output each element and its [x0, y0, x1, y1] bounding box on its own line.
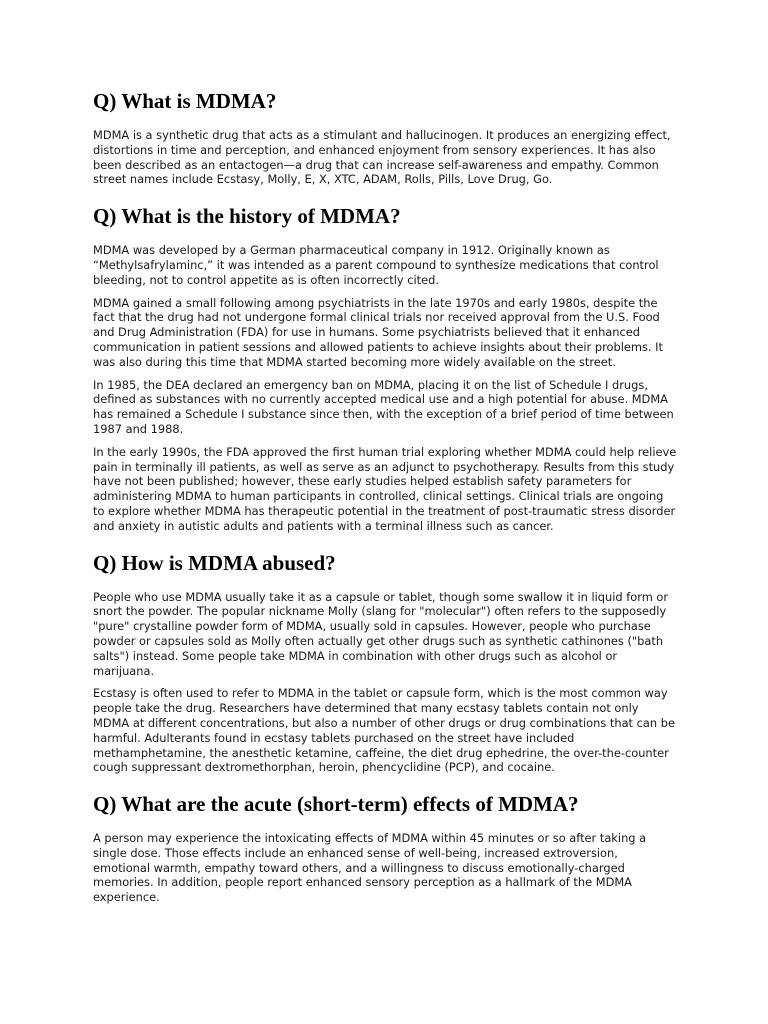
paragraph: MDMA was developed by a German pharmaceutical company in 1912. Originally known as “Methylsafrylaminc,” it was intended as a parent compound to synthesize medications that control bleeding, not to control appetite as is often incorrectly cited.: [93, 243, 659, 287]
section-what-is-mdma: [93, 88, 678, 187]
paragraph: A person may experience the intoxicating effects of MDMA within 45 minutes or so after taking a single dose. Those effects include an enhanced sense of well-being, increased extroversion, emotional warmth, empathy toward others, and a willingness to discuss emotionally-charged memories. In addition, people report enhanced sensory perception as a hallmark of the MDMA experience.: [93, 831, 647, 905]
section-heading: Q) What are the acute (short-term) effects of MDMA?: [93, 792, 579, 817]
section-heading: Q) What is the history of MDMA?: [93, 204, 401, 229]
paragraph: Ecstasy is often used to refer to MDMA in the tablet or capsule form, which is the most common way people take the drug. Researchers have determined that many ecstasy tablets contain not only MDMA at different concentrations, but also a number of other drugs or drug combinations that can be harmful. Adulterants found in ecstasy tablets purchased on the street have included methamphetamine, the anesthetic ketamine, caffeine, the diet drug ephedrine, the over-the-counter cough suppressant dextromethorphan, heroin, phencyclidine (PCP), and cocaine.: [93, 686, 675, 775]
paragraph: People who use MDMA usually take it as a capsule or tablet, though some swallow it in liquid form or snort the powder. The popular nickname Molly (slang for "molecular") often refers to the supposedly "pure" crystalline powder form of MDMA, usually sold in capsules. However, people who purchase powder or capsules sold as Molly often actually get other drugs such as synthetic cathinones ("bath salts") instead. Some people take MDMA in combination with other drugs such as alcohol or marijuana.: [93, 589, 669, 678]
paragraph: MDMA gained a small following among psychiatrists in the late 1970s and early 1980s, despite the fact that the drug had not undergone formal clinical trials nor received approval from the U.S. Food and Drug Administration (FDA) for use in humans. Some psychiatrists believed that it enhanced communication in patient sessions and allowed patients to achieve insights about their problems. It was also during this time that MDMA started becoming more widely available on the street.: [93, 295, 663, 369]
document-page: [93, 88, 678, 921]
section-heading: Q) What is MDMA?: [93, 89, 277, 113]
section-history-of-mdma: [93, 203, 678, 533]
section-heading: Q) How is MDMA abused?: [93, 550, 336, 575]
paragraph: In the early 1990s, the FDA approved the first human trial exploring whether MDMA could help relieve pain in terminally ill patients, as well as serve as an adjunct to psychotherapy. Results from this study have not been published; however, these early studies helped establish safety parameters for administering MDMA to human participants in controlled, clinical settings. Clinical trials are ongoing to explore whether MDMA has therapeutic potential in the treatment of post-traumatic stress disorder and anxiety in autistic adults and patients with a terminal illness such as cancer.: [93, 444, 677, 533]
paragraph: In 1985, the DEA declared an emergency ban on MDMA, placing it on the list of Schedule I drugs, defined as substances with no currently accepted medical use and a high potential for abuse. MDMA has remained a Schedule I substance since then, with the exception of a brief period of time between 1987 and 1988.: [93, 377, 674, 436]
section-acute-effects-of-mdma: [93, 791, 678, 905]
section-how-is-mdma-abused: [93, 550, 678, 776]
paragraph: MDMA is a synthetic drug that acts as a stimulant and hallucinogen. It produces an energizing effect, distortions in time and perception, and enhanced enjoyment from sensory experiences. It has also been described as an entactogen—a drug that can increase self-awareness and empathy. Common street names include Ecstasy, Molly, E, X, XTC, ADAM, Rolls, Pills, Love Drug, Go.: [93, 128, 671, 187]
